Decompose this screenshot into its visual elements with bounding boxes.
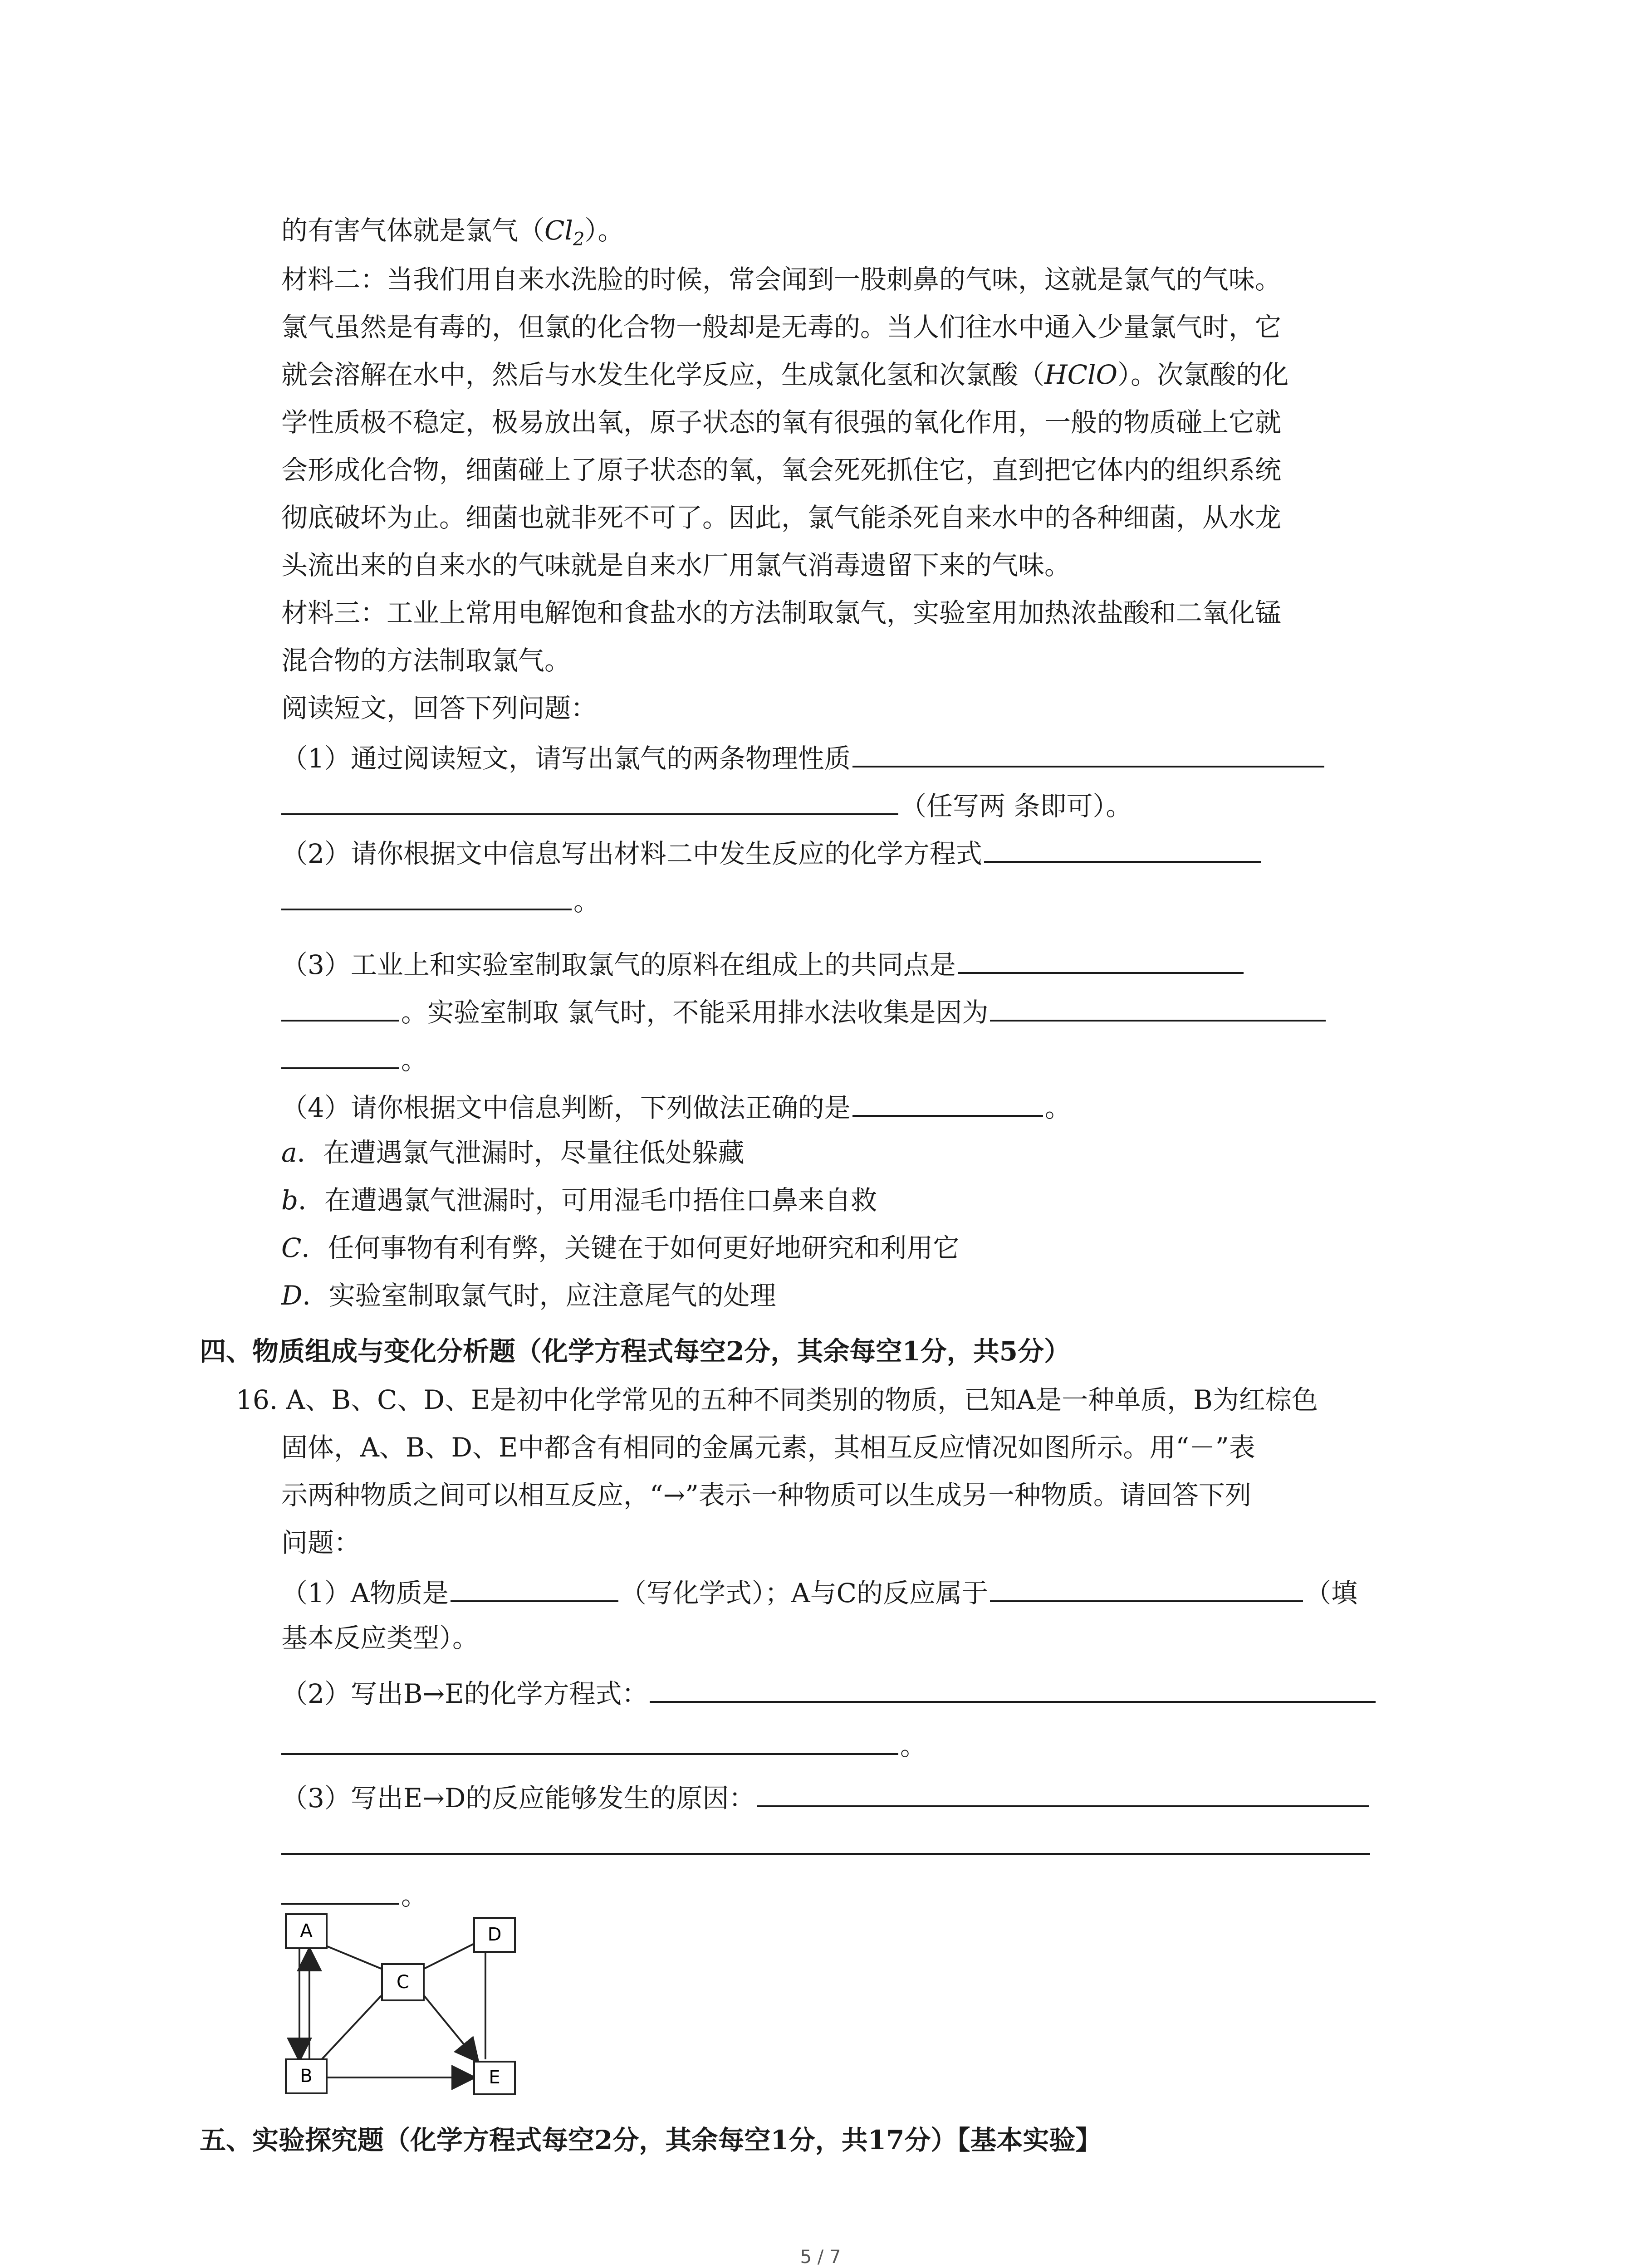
answer-blank[interactable] bbox=[852, 1088, 1043, 1117]
edge-c-d bbox=[424, 1941, 479, 1969]
section-4-heading: 四、物质组成与变化分析题（化学方程式每空2分，其余每空1分，共5分） bbox=[200, 1336, 1071, 1367]
answer-blank[interactable] bbox=[451, 1573, 618, 1602]
subquestion-2-line-1: （2）写出B→E的化学方程式： bbox=[281, 1674, 1377, 1711]
answer-blank[interactable] bbox=[990, 1573, 1303, 1602]
material-2-line-2: 氯气虽然是有毒的，但氯的化合物一般却是无毒的。当人们往水中通入少量氯气时，它 bbox=[281, 312, 1282, 342]
problem-16-line-4: 问题： bbox=[281, 1527, 361, 1558]
answer-blank[interactable] bbox=[281, 1726, 898, 1755]
material-2-line-3: 就会溶解在水中，然后与水发生化学反应，生成氯化氢和次氯酸（HClO）。次氯酸的化 bbox=[281, 359, 1289, 390]
question-1-line-2: （任写两 条即可）。 bbox=[281, 786, 1132, 823]
question-3-line-2: 。实验室制取 氯气时，不能采用排水法收集是因为 bbox=[281, 992, 1327, 1030]
material-3-line-2: 混合物的方法制取氯气。 bbox=[281, 645, 571, 676]
material-1-tail: 的有害气体就是氯气$(Cl_2)$。 bbox=[281, 215, 624, 250]
material-2-line-6: 彻底破坏为止。细菌也就非死不可了。因此，氯气能杀死自来水中的各种细菌，从水龙 bbox=[281, 502, 1282, 533]
question-3-line-3: 。 bbox=[281, 1040, 427, 1077]
problem-16-line-3: 示两种物质之间可以相互反应，“→”表示一种物质可以生成另一种物质。请回答下列 bbox=[281, 1480, 1251, 1510]
answer-blank[interactable] bbox=[990, 992, 1326, 1022]
subquestion-3-line-2 bbox=[281, 1826, 1372, 1863]
answer-blank[interactable] bbox=[958, 945, 1244, 974]
answer-blank[interactable] bbox=[650, 1674, 1376, 1703]
node-d bbox=[474, 1918, 515, 1952]
answer-blank[interactable] bbox=[281, 1876, 399, 1905]
answer-blank[interactable] bbox=[281, 1040, 399, 1069]
node-a bbox=[286, 1914, 327, 1948]
question-3-line-1: （3）工业上和实验室制取氯气的原料在组成上的共同点是 bbox=[281, 945, 1245, 982]
subquestion-1-line-1: （1）A物质是 （写化学式）；A与C的反应属于 （填 bbox=[281, 1573, 1357, 1610]
node-e bbox=[474, 2062, 515, 2094]
reading-instruction: 阅读短文，回答下列问题： bbox=[281, 693, 598, 723]
page-number: 5 / 7 bbox=[800, 2247, 841, 2268]
question-1-line-1: （1）通过阅读短文，请写出氯气的两条物理性质 bbox=[281, 738, 1326, 776]
problem-16-line-1: 16. A、B、C、D、E是初中化学常见的五种不同类别的物质，已知A是一种单质，B为红棕色 bbox=[236, 1384, 1318, 1415]
svg-text:C: C bbox=[397, 1972, 409, 1993]
option-c: C．任何事物有利有弊，关键在于如何更好地研究和利用它 bbox=[281, 1232, 960, 1263]
node-b bbox=[286, 2059, 327, 2093]
option-d: D．实验室制取氯气时，应注意尾气的处理 bbox=[281, 1280, 776, 1311]
arrow-c-e bbox=[424, 1996, 477, 2061]
edge-c-b bbox=[315, 1996, 381, 2066]
answer-blank[interactable] bbox=[281, 881, 572, 910]
answer-blank[interactable] bbox=[281, 786, 898, 815]
material-2-line-4: 学性质极不稳定，极易放出氧，原子状态的氧有很强的氧化作用，一般的物质碰上它就 bbox=[281, 407, 1282, 438]
answer-blank[interactable] bbox=[852, 738, 1324, 767]
subquestion-1-line-2: 基本反应类型）。 bbox=[281, 1623, 479, 1653]
subquestion-2-line-2: 。 bbox=[281, 1726, 926, 1763]
option-a: a．在遭遇氯气泄漏时，尽量往低处躲藏 bbox=[281, 1137, 745, 1168]
material-2-line-5: 会形成化合物，细菌碰上了原子状态的氧，氧会死死抓住它，直到把它体内的组织系统 bbox=[281, 455, 1282, 485]
subquestion-3-line-3: 。 bbox=[281, 1876, 427, 1913]
material-2-line-7: 头流出来的自来水的气味就是自来水厂用氯气消毒遗留下来的气味。 bbox=[281, 550, 1071, 581]
question-2-line-1: （2）请你根据文中信息写出材料二中发生反应的化学方程式 bbox=[281, 834, 1263, 871]
answer-blank[interactable] bbox=[281, 992, 399, 1022]
node-c bbox=[382, 1964, 424, 2000]
material-2-line-1: 材料二：当我们用自来水洗脸的时候，常会闻到一股刺鼻的气味，这就是氯气的气味。 bbox=[281, 264, 1282, 295]
section-5-heading: 五、实验探究题（化学方程式每空2分，其余每空1分，共17分）【基本实验】 bbox=[200, 2125, 1102, 2156]
answer-blank[interactable] bbox=[984, 834, 1261, 863]
answer-blank[interactable] bbox=[757, 1778, 1369, 1807]
option-b: b．在遭遇氯气泄漏时，可用湿毛巾捂住口鼻来自救 bbox=[281, 1185, 877, 1216]
svg-text:A: A bbox=[300, 1921, 313, 1941]
subquestion-3-line-1: （3）写出E→D的反应能够发生的原因： bbox=[281, 1778, 1371, 1815]
svg-text:E: E bbox=[489, 2067, 500, 2088]
question-2-line-2: 。 bbox=[281, 881, 600, 919]
svg-text:B: B bbox=[300, 2066, 313, 2087]
answer-blank[interactable] bbox=[281, 1826, 1370, 1855]
svg-text:D: D bbox=[487, 1924, 502, 1945]
question-4: （4）请你根据文中信息判断，下列做法正确的是 。 bbox=[281, 1088, 1071, 1125]
problem-16-line-2: 固体，A、B、D、E中都含有相同的金属元素，其相互反应情况如图所示。用“－”表 bbox=[281, 1432, 1255, 1463]
reaction-diagram bbox=[272, 1905, 535, 2096]
material-3-line-1: 材料三：工业上常用电解饱和食盐水的方法制取氯气，实验室用加热浓盐酸和二氧化锰 bbox=[281, 597, 1282, 628]
